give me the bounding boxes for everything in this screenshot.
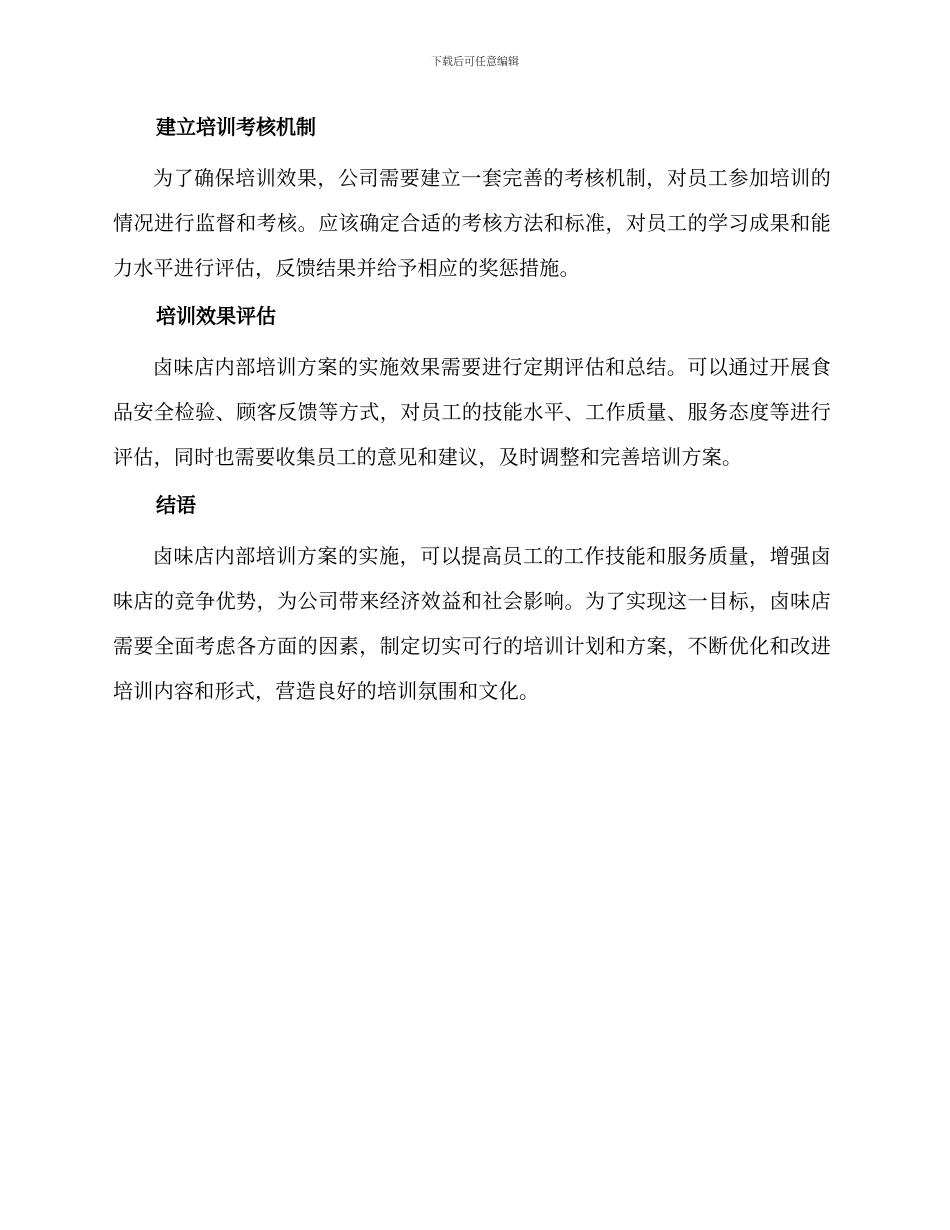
page-header-note: 下载后可任意编辑: [431, 55, 519, 68]
section-paragraph: 卤味店内部培训方案的实施效果需要进行定期评估和总结。可以通过开展食品安全检验、顾客反馈等方式，对员工的技能水平、工作质量、服务态度等进行评估，同时也需要收集员工的意见和建议，及时调整和完善培训方案。: [113, 355, 831, 469]
section-training-evaluation: [113, 301, 831, 480]
section-heading: 结语: [156, 493, 196, 517]
section-paragraph: 卤味店内部培训方案的实施，可以提高员工的工作技能和服务质量，增强卤味店的竞争优势，为公司带来经济效益和社会影响。为了实现这一目标，卤味店需要全面考虑各方面的因素，制定切实可行的培训计划和方案，不断优化和改进培训内容和形式，营造良好的培训氛围和文化。: [113, 544, 831, 703]
section-paragraph: 为了确保培训效果，公司需要建立一套完善的考核机制，对员工参加培训的情况进行监督和考核。应该确定合适的考核方法和标准，对员工的学习成果和能力水平进行评估，反馈结果并给予相应的奖惩措施。: [113, 166, 831, 280]
section-conclusion: [113, 490, 831, 714]
section-heading: 建立培训考核机制: [156, 115, 316, 139]
section-assessment-mechanism: [113, 112, 831, 291]
section-heading: 培训效果评估: [156, 304, 276, 328]
document-body: [113, 112, 831, 714]
